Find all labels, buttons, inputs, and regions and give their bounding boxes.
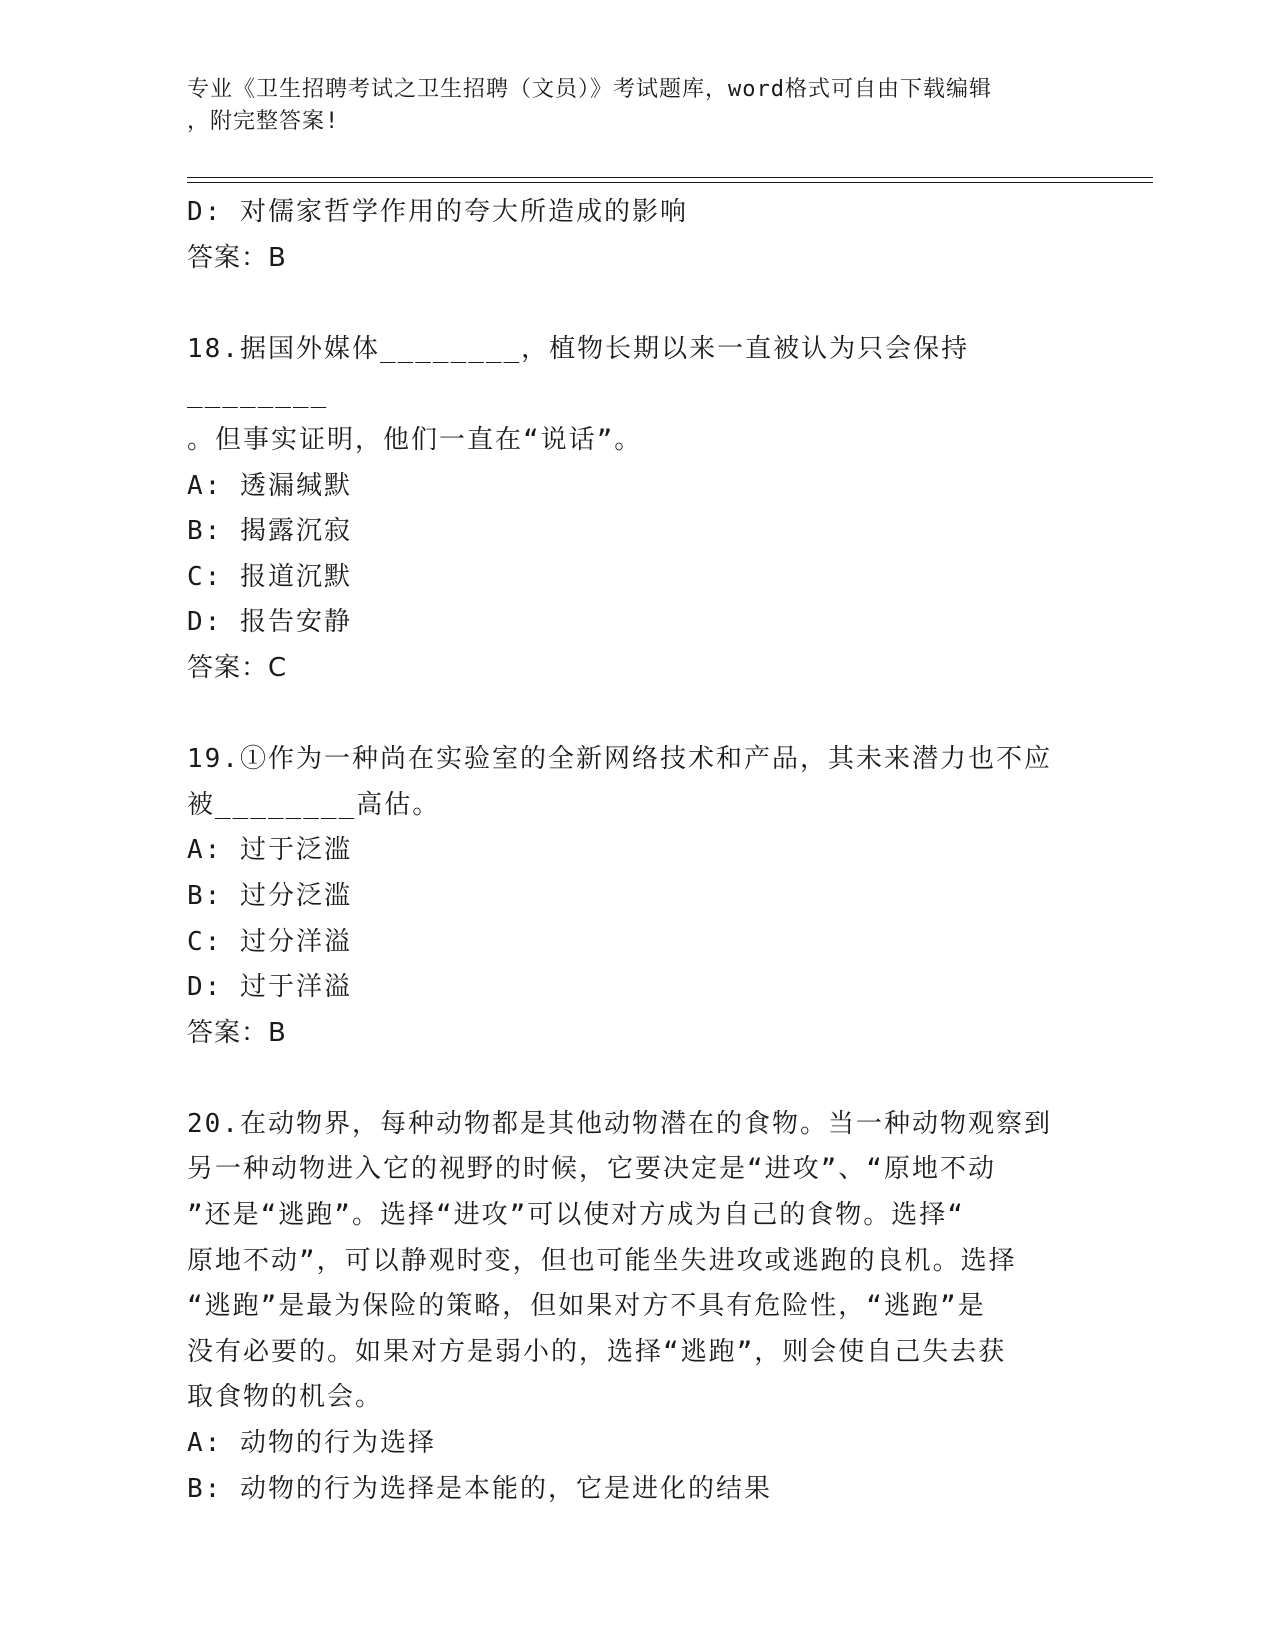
option-d: D: 过于洋溢 — [187, 972, 352, 1003]
question-18 — [187, 327, 1087, 692]
option-c: C: 过分洋溢 — [187, 926, 352, 957]
question-20 — [187, 1102, 1087, 1512]
option-a: A: 透漏缄默 — [187, 470, 352, 501]
option-a: A: 过于泛滥 — [187, 835, 352, 866]
answer-line: 答案：C — [187, 652, 288, 683]
question-19 — [187, 737, 1087, 1056]
option-c: C: 报道沉默 — [187, 561, 352, 592]
answer-line: 答案：B — [187, 1017, 287, 1048]
option-d: D: 报告安静 — [187, 607, 352, 638]
question-stem: 另一种动物进入它的视野的时候，它要决定是“进攻”、“原地不动 — [187, 1154, 996, 1185]
question-content — [187, 190, 1087, 1512]
previous-question-tail — [187, 190, 1087, 281]
answer-line: 答案：B — [187, 242, 287, 273]
question-stem: 。但事实证明，他们一直在“说话”。 — [187, 424, 643, 455]
question-stem: 取食物的机会。 — [187, 1382, 384, 1413]
header-divider-top — [187, 177, 1153, 178]
spacer — [187, 1056, 1087, 1102]
header-line-2: ，附完整答案! — [187, 109, 340, 134]
question-stem: 19.①作为一种尚在实验室的全新网络技术和产品，其未来潜力也不应 — [187, 744, 1052, 775]
question-stem: 20.在动物界，每种动物都是其他动物潜在的食物。当一种动物观察到 — [187, 1108, 1052, 1139]
spacer — [187, 692, 1087, 738]
option-b: B: 动物的行为选择是本能的，它是进化的结果 — [187, 1473, 772, 1504]
question-stem: 18.据国外媒体________，植物长期以来一直被认为只会保持________ — [187, 333, 970, 410]
page-header — [187, 74, 1067, 138]
spacer — [187, 281, 1087, 327]
question-stem: ”还是“逃跑”。选择“进攻”可以使对方成为自己的食物。选择“ — [187, 1200, 965, 1231]
option-b: B: 揭露沉寂 — [187, 516, 352, 547]
question-stem: 没有必要的。如果对方是弱小的，选择“逃跑”，则会使自己失去获 — [187, 1336, 1007, 1367]
option-b: B: 过分泛滥 — [187, 880, 352, 911]
header-line-1: 专业《卫生招聘考试之卫生招聘（文员）》考试题库，word格式可自由下载编辑 — [187, 77, 992, 102]
question-stem: 被________高估。 — [187, 789, 441, 820]
option-d: D: 对儒家哲学作用的夸大所造成的影响 — [187, 197, 688, 227]
question-stem: “逃跑”是最为保险的策略，但如果对方不具有危险性，“逃跑”是 — [187, 1291, 986, 1322]
option-a: A: 动物的行为选择 — [187, 1428, 436, 1459]
header-divider-bottom — [187, 182, 1153, 183]
question-stem: 原地不动”，可以静观时变，但也可能坐失进攻或逃跑的良机。选择 — [187, 1245, 1017, 1276]
